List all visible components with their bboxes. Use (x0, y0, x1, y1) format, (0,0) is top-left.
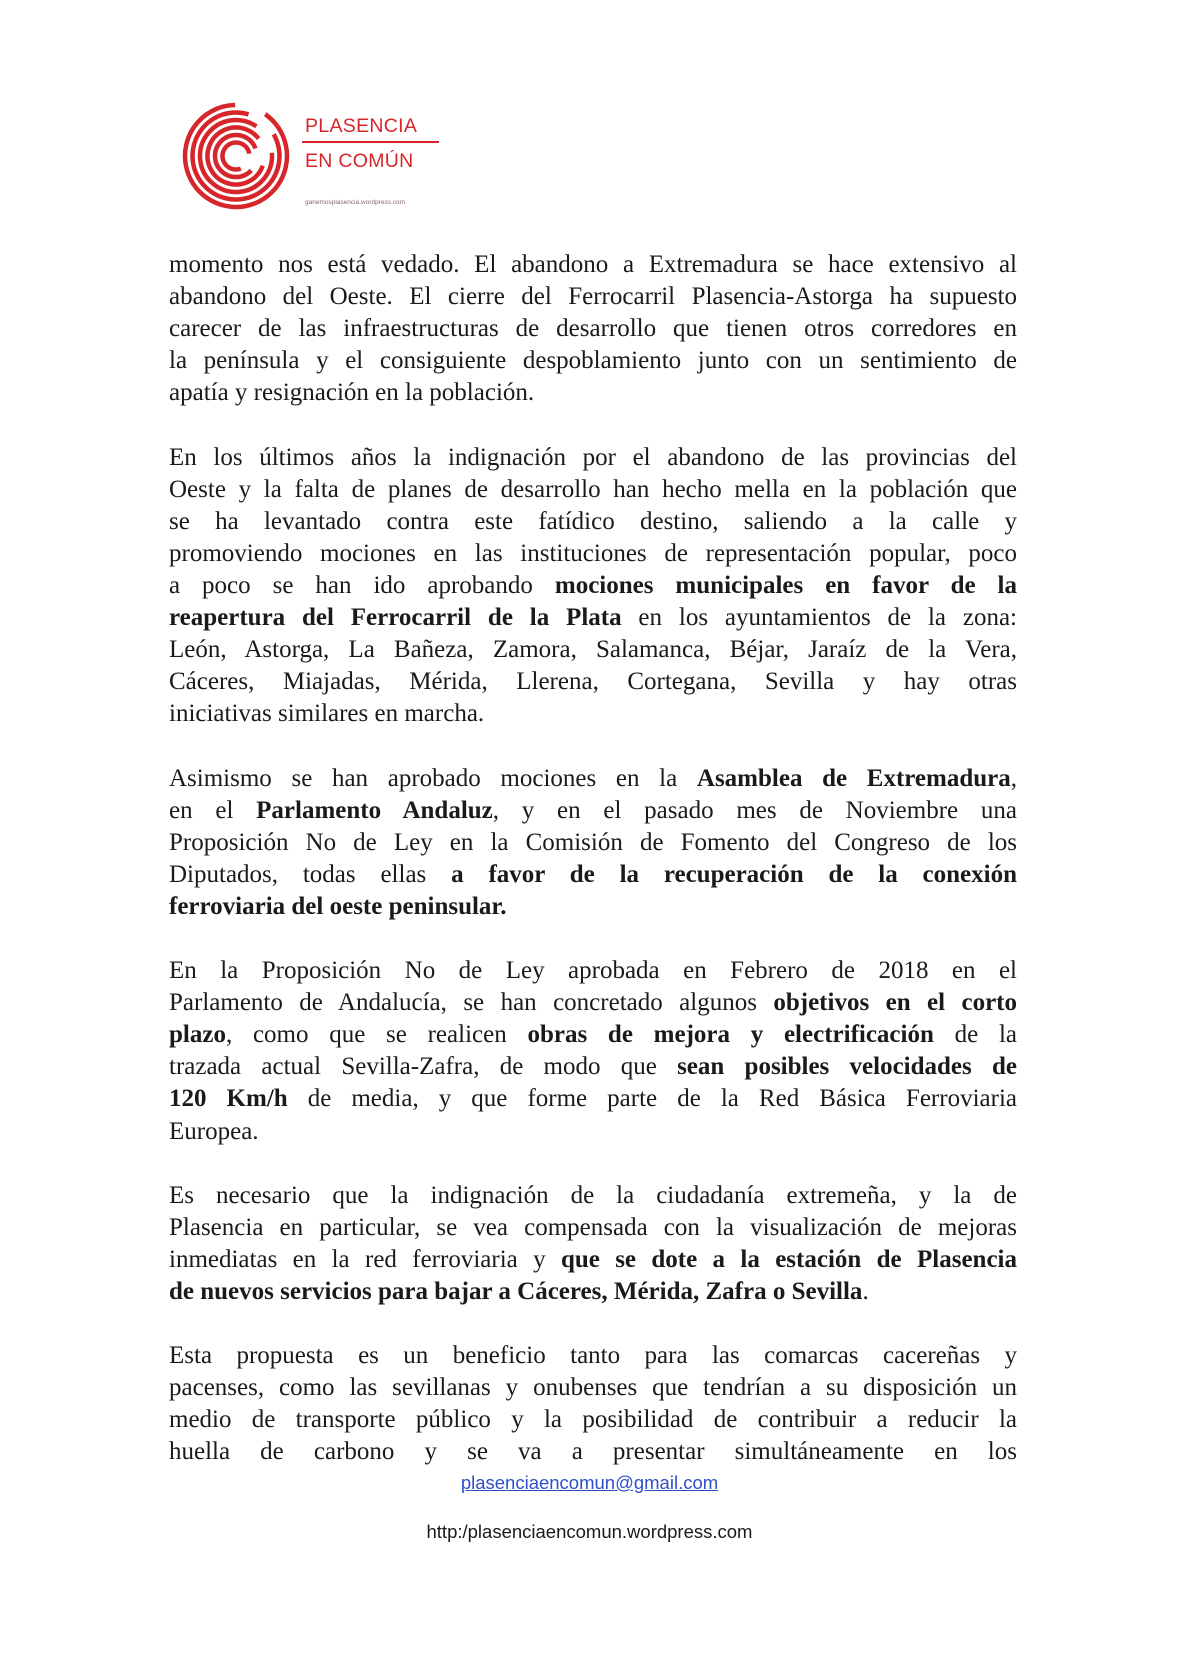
logo-title-line1: PLASENCIA (305, 115, 418, 137)
text-line (169, 602, 1017, 634)
text-run: en los ayuntamientos de la zona: (621, 604, 1017, 632)
text-line (169, 955, 1017, 987)
text-run: Plasencia en particular, se vea compensada con la visualización de mejoras (169, 1213, 1017, 1241)
text-line (169, 377, 1017, 409)
text-run: Diputados, todas ellas (169, 860, 452, 888)
logo-title-line2: EN COMÚN (305, 150, 414, 172)
text-line (169, 281, 1017, 313)
text-run: abandono del Oeste. El cierre del Ferrocarril Plasencia-Astorga ha supuesto (169, 283, 1017, 311)
text-run: León, Astorga, La Bañeza, Zamora, Salamanca, Béjar, Jaraíz de la Vera, (169, 636, 1017, 664)
bold-text-run: a favor de la recuperación de la conexión (451, 860, 1018, 888)
text-run: Esta propuesta es un beneficio tanto para las comarcas cacereñas y (169, 1342, 1017, 1370)
text-run: Proposición No de Ley en la Comisión de Fomento del Congreso de los (169, 828, 1017, 856)
text-run: carecer de las infraestructuras de desarrollo que tienen otros corredores en (169, 315, 1017, 343)
text-line (169, 1051, 1017, 1083)
text-line (169, 1180, 1017, 1212)
text-line (169, 249, 1017, 281)
text-run: , y en el pasado mes de Noviembre una (492, 796, 1017, 824)
text-run: promoviendo mociones en las instituciones de representación popular, poco (169, 539, 1017, 567)
text-run: apatía y resignación en la población. (169, 379, 535, 407)
bold-text-run: ferroviaria del oeste peninsular. (169, 892, 507, 920)
text-run: iniciativas similares en marcha. (169, 700, 485, 728)
text-run: se ha levantado contra este fatídico destino, saliendo a la calle y (169, 507, 1017, 535)
text-line (169, 666, 1017, 698)
text-run: Europea. (169, 1117, 259, 1145)
text-line (169, 1404, 1017, 1436)
bold-text-run: reapertura del Ferrocarril de la Plata (169, 604, 622, 632)
bold-text-run: objetivos en el corto (773, 989, 1018, 1017)
text-run: Asimismo se han aprobado mociones en la (169, 764, 697, 792)
text-run: a poco se han ido aprobando (169, 571, 555, 599)
paragraph (169, 1180, 1017, 1308)
paragraph (169, 955, 1017, 1148)
text-run: Oeste y la falta de planes de desarrollo han hecho mella en la población que (169, 475, 1017, 503)
text-line (169, 1212, 1017, 1244)
logo-url: ganemosplasencia.wordpress.com (305, 199, 406, 206)
text-run: Es necesario que la indignación de la ciudadanía extremeña, y la de (169, 1181, 1017, 1209)
text-line (169, 1019, 1017, 1051)
text-line (169, 570, 1017, 602)
text-line (169, 698, 1017, 730)
text-line (169, 987, 1017, 1019)
bold-text-run: Parlamento Andaluz (256, 796, 493, 824)
text-run: en el (169, 796, 257, 824)
text-line (169, 442, 1017, 474)
text-line (169, 1372, 1017, 1404)
text-run: . (862, 1278, 869, 1305)
text-line (169, 1436, 1017, 1468)
text-run: huella de carbono y se va a presentar simultáneamente en los (169, 1438, 1017, 1466)
text-line (169, 891, 1017, 923)
bold-text-run: 120 Km/h (169, 1085, 288, 1113)
logo-divider (302, 141, 439, 143)
text-run: trazada actual Sevilla-Zafra, de modo que (169, 1053, 678, 1081)
paragraph (169, 442, 1017, 731)
text-line (169, 506, 1017, 538)
text-run: En la Proposición No de Ley aprobada en Febrero de 2018 en el (169, 957, 1017, 985)
text-line (169, 313, 1017, 345)
text-line (169, 795, 1017, 827)
text-run: , (1010, 764, 1018, 792)
text-line (169, 538, 1017, 570)
text-run: Parlamento de Andalucía, se han concretado algunos (169, 989, 774, 1017)
bold-text-run: que se dote a la estación de Plasencia (560, 1245, 1017, 1273)
text-line (169, 1244, 1017, 1276)
body-text (169, 249, 1017, 1501)
footer-email-link[interactable]: plasenciaencomun@gmail.com (460, 1472, 719, 1493)
bold-text-run: de nuevos servicios para bajar a Cáceres, Mérida, Zafra o Sevilla (169, 1278, 863, 1305)
text-run: inmediatas en la red ferroviaria y (169, 1245, 561, 1273)
text-line (169, 827, 1017, 859)
text-run: medio de transporte público y la posibilidad de contribuir a reducir la (169, 1406, 1017, 1434)
text-run: momento nos está vedado. El abandono a Extremadura se hace extensivo al (169, 251, 1017, 278)
text-line (169, 1116, 1017, 1148)
bold-text-run: mociones municipales en favor de la (554, 571, 1018, 599)
text-run: la península y el consiguiente despoblamiento junto con un sentimiento de (169, 347, 1017, 375)
bold-text-run: Asamblea de Extremadura (696, 764, 1011, 792)
paragraph (169, 249, 1017, 409)
text-run: , como que se realicen (225, 1021, 528, 1049)
text-line (169, 1276, 1017, 1308)
bold-text-run: plazo (169, 1021, 226, 1049)
text-line (169, 763, 1017, 795)
text-line (169, 345, 1017, 377)
bold-text-run: sean posibles velocidades de (677, 1053, 1017, 1081)
text-run: Cáceres, Miajadas, Mérida, Llerena, Cortegana, Sevilla y hay otras (169, 668, 1017, 696)
text-line (169, 474, 1017, 506)
text-line (169, 1340, 1017, 1372)
logo-spiral-icon (177, 102, 295, 210)
paragraph (169, 1340, 1017, 1468)
text-line (169, 634, 1017, 666)
paragraph (169, 763, 1017, 923)
footer-url: http:/plasenciaencomun.wordpress.com (426, 1521, 753, 1542)
bold-text-run: obras de mejora y electrificación (527, 1021, 934, 1049)
text-run: de la (933, 1021, 1017, 1049)
text-line (169, 859, 1017, 891)
text-run: En los últimos años la indignación por el abandono de las provincias del (169, 443, 1017, 471)
text-run: pacenses, como las sevillanas y onubenses que tendrían a su disposición un (169, 1374, 1017, 1402)
text-run: de media, y que forme parte de la Red Básica Ferroviaria (287, 1085, 1017, 1113)
text-line (169, 1083, 1017, 1115)
